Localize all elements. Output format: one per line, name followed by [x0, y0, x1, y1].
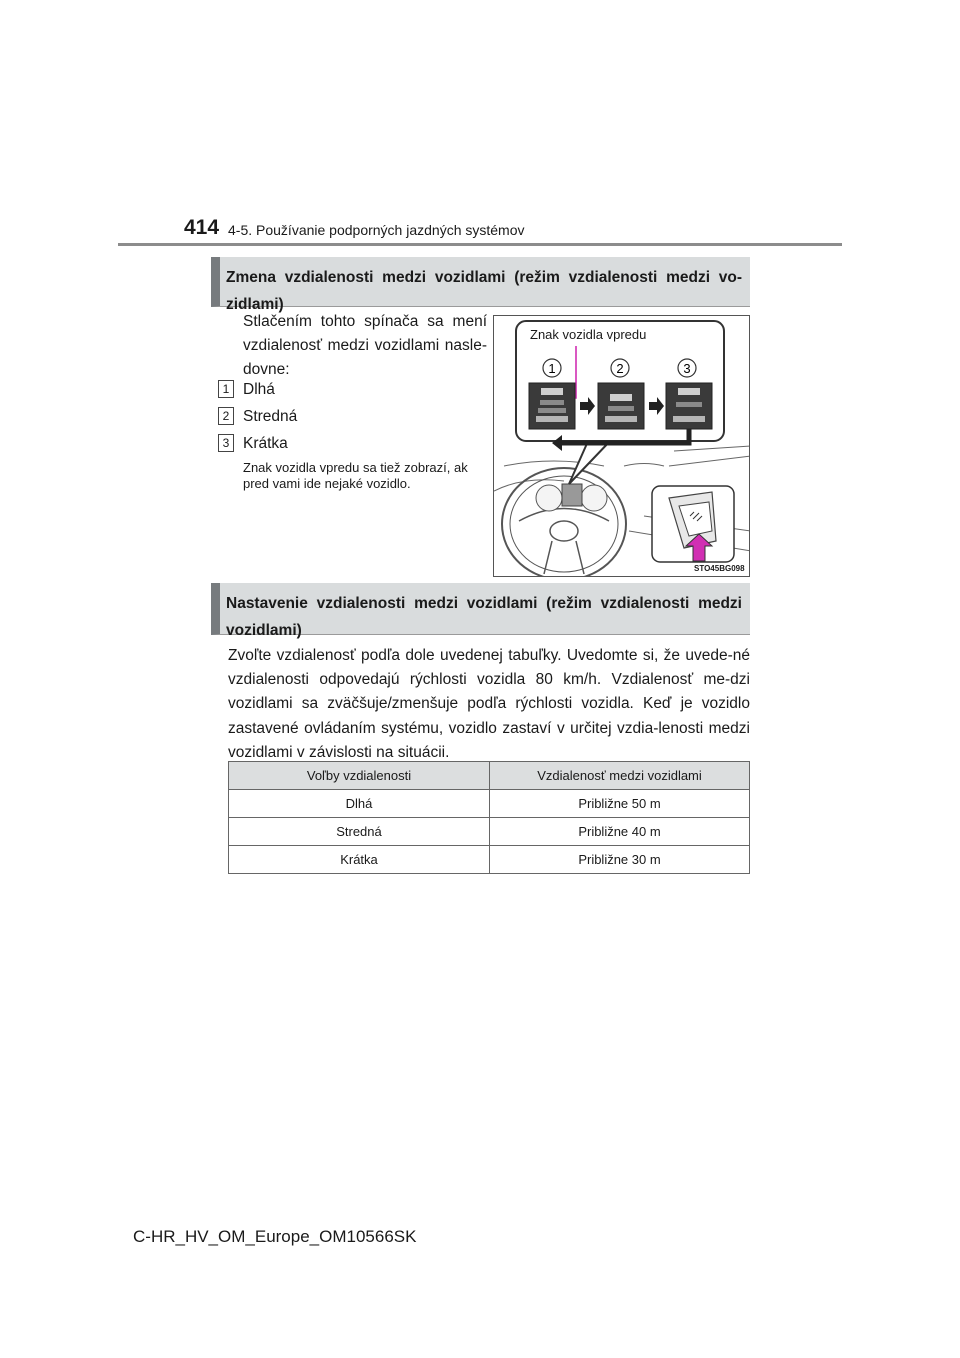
- footer-doc-id: C-HR_HV_OM_Europe_OM10566SK: [133, 1227, 417, 1246]
- intro-paragraph: Stlačením tohto spínača sa mení vzdialenosť medzi vozidlami nasle-dovne:: [243, 313, 487, 378]
- number-badge: 1: [218, 380, 234, 398]
- illustration-drawing: [494, 316, 750, 577]
- list-item-medium: [218, 407, 297, 426]
- list-item-long: [218, 380, 275, 399]
- section-title: 4-5. Používanie podporných jazdných systémov: [228, 222, 525, 238]
- table-row: [229, 790, 750, 818]
- table-row: [229, 846, 750, 874]
- header-rule: [118, 243, 842, 246]
- list-item-label: Krátka: [243, 435, 288, 452]
- table-cell: Krátka: [229, 846, 490, 874]
- table-cell: Stredná: [229, 818, 490, 846]
- display-screen-long: [529, 383, 575, 429]
- figure-code: STO45BG098: [694, 564, 745, 573]
- list-item-label: Stredná: [243, 408, 298, 425]
- number-badge: 3: [218, 434, 234, 452]
- instrument-gauges: [536, 484, 607, 511]
- distance-table: [228, 761, 750, 874]
- display-screen-medium: [598, 383, 644, 429]
- table-header-row: [229, 762, 750, 790]
- note-text: Znak vozidla vpredu sa tiež zobrazí, ak pred vami ide nejaké vozidlo.: [243, 460, 468, 491]
- badge-2: 2: [616, 361, 624, 376]
- section-heading-distance-change: Zmena vzdialenosti medzi vozidlami (režim vzdialenosti medzi vo-zidlami): [211, 257, 750, 307]
- table-row: [229, 818, 750, 846]
- badge-3: 3: [683, 361, 691, 376]
- table-cell: Dlhá: [229, 790, 490, 818]
- number-badge: 2: [218, 407, 234, 425]
- body-paragraph: Zvoľte vzdialenosť podľa dole uvedenej tabuľky. Uvedomte si, že uvede-né vzdialenosti odpovedajú rýchlosti vozidla 80 km/h. Vzdialenosť me-dzi vozidlami sa zväčšuje/zmenšuje podľa rýchlosti vozidla. Keď je vozidlo zastavené ovládaním systému, vozidlo zastaví v určitej vzdia-lenosti medzi vozidlami v závislosti na situácii.: [228, 647, 750, 761]
- section-heading-distance-setting: Nastavenie vzdialenosti medzi vozidlami (režim vzdialenosti medzi vozidlami): [211, 583, 750, 635]
- table-cell: Približne 40 m: [490, 818, 750, 846]
- table-cell: Približne 50 m: [490, 790, 750, 818]
- distance-switch-illustration: [493, 315, 750, 577]
- display-screen-short: [666, 383, 712, 429]
- table-cell: Približne 30 m: [490, 846, 750, 874]
- figure-callout-label: Znak vozidla vpredu: [530, 327, 647, 342]
- badge-1: 1: [548, 361, 556, 376]
- list-item-label: Dlhá: [243, 381, 275, 398]
- list-item-short: [218, 434, 288, 453]
- page-number: 414: [184, 216, 220, 239]
- table-header-cell: Vzdialenosť medzi vozidlami: [490, 762, 750, 790]
- table-header-cell: Voľby vzdialenosti: [229, 762, 490, 790]
